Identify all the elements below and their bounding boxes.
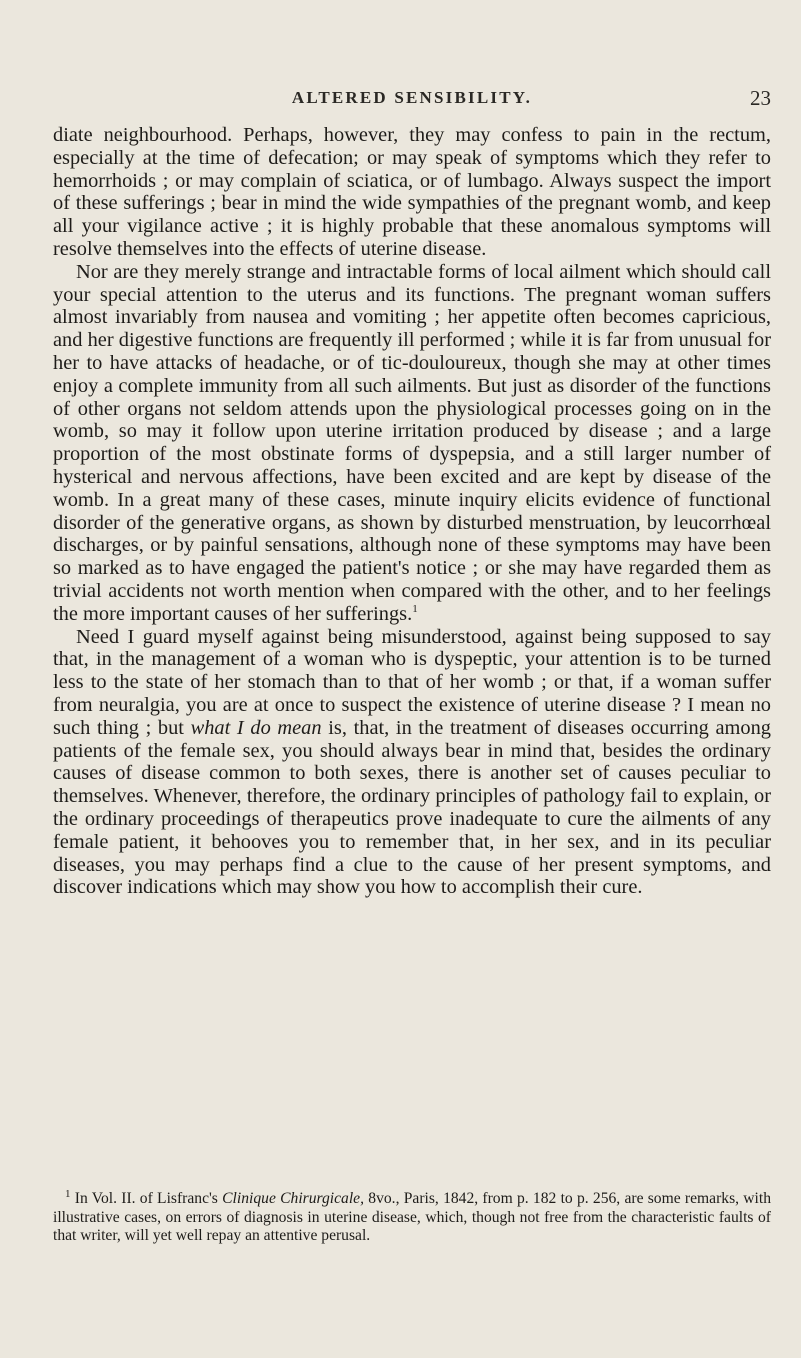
footnote-mark: 1 [65,1187,71,1200]
paragraph-text: is, that, in the treatment of diseases occurring among patients of the female sex, you should always bear in mind that, besides the ordinary causes of disease common to both sexes, there is another set of causes peculiar to themselves. Whenever, therefore, the ordinary principles of pathology fail to explain, or the ordinary proceedings of therapeutics prove inadequate to cure the ailments of any female patient, it behooves you to remember that, in her sex, and in its peculiar diseases, you may perhaps find a clue to the cause of her present symptoms, and discover indications which may show you how to accomplish their cure. [53,716,771,899]
footnote-text: In Vol. II. of Lisfranc's [74,1190,218,1207]
running-head: ALTERED SENSIBILITY. [291,88,533,107]
footnote [53,1187,772,1246]
paragraph-text: Nor are they merely strange and intractable forms of local ailment which should call your special attention to the uterus and its functions. The pregnant woman suffers almost invariably from nausea and vomiting ; her appetite often becomes capricious, and her digestive functions are frequently ill performed ; while it is far from unusual for her to have attacks of headache, or of tic-douloureux, though she may at other times enjoy a complete immunity from all such ailments. But just as disorder of the functions of other organs not seldom attends upon the physiological processes going on in the womb, so may it follow upon uterine irritation produced by disease ; and a large proportion of the most obstinate forms of dyspepsia, and a still larger number of hysterical and nervous affections, have been excited and are kept by disease of the womb. In a great many of these cases, minute inquiry elicits evidence of functional disorder of the generative organs, as shown by disturbed menstruation, by leucorrhœal discharges, or by painful sensations, although none of these symptoms may have been so marked as to have engaged the patient's notice ; or she may have regarded them as trivial accidents not worth mention when compared with the other, and to her feelings the more important causes of her sufferings. [53,260,771,625]
paragraph [53,261,771,626]
paragraph-continued [53,124,771,261]
footnote-title: Clinique Chirurgicale, [222,1190,365,1207]
paragraph-text: diate neighbourhood. Perhaps, however, they may confess to pain in the rectum, especially at the time of defecation; or may speak of symptoms which they refer to hemorrhoids ; or may complain of sciatica, or of lumbago. Always suspect the import of these sufferings ; bear in mind the wide sympathies of the pregnant womb, and keep all your vigilance active ; it is highly probable that these anomalous symptoms will resolve themselves into the effects of uterine disease. [53,124,771,260]
page-header [53,88,771,110]
emphasized-text: what I do mean [190,716,322,739]
paragraph [53,626,771,900]
footnote-reference: 1 [412,602,418,615]
footnote-text: 8vo., Paris, 1842, from p. 182 to p. 256, are some remarks, with illustrative cases, on errors of diagnosis in uterine disease, which, though not free from the characteristic faults of that writer, will yet well repay an attentive perusal. [53,1190,772,1245]
page-number: 23 [750,86,771,110]
body-text [53,124,771,899]
paragraph-text: Need I guard myself against being misunderstood, against being supposed to say that, in the management of a woman who is dyspeptic, your attention is to be turned less to the state of her stomach than to that of her womb ; or that, if a woman suffer from neuralgia, you are at once to suspect the existence of uterine disease ? I mean no such thing ; but [53,625,771,739]
